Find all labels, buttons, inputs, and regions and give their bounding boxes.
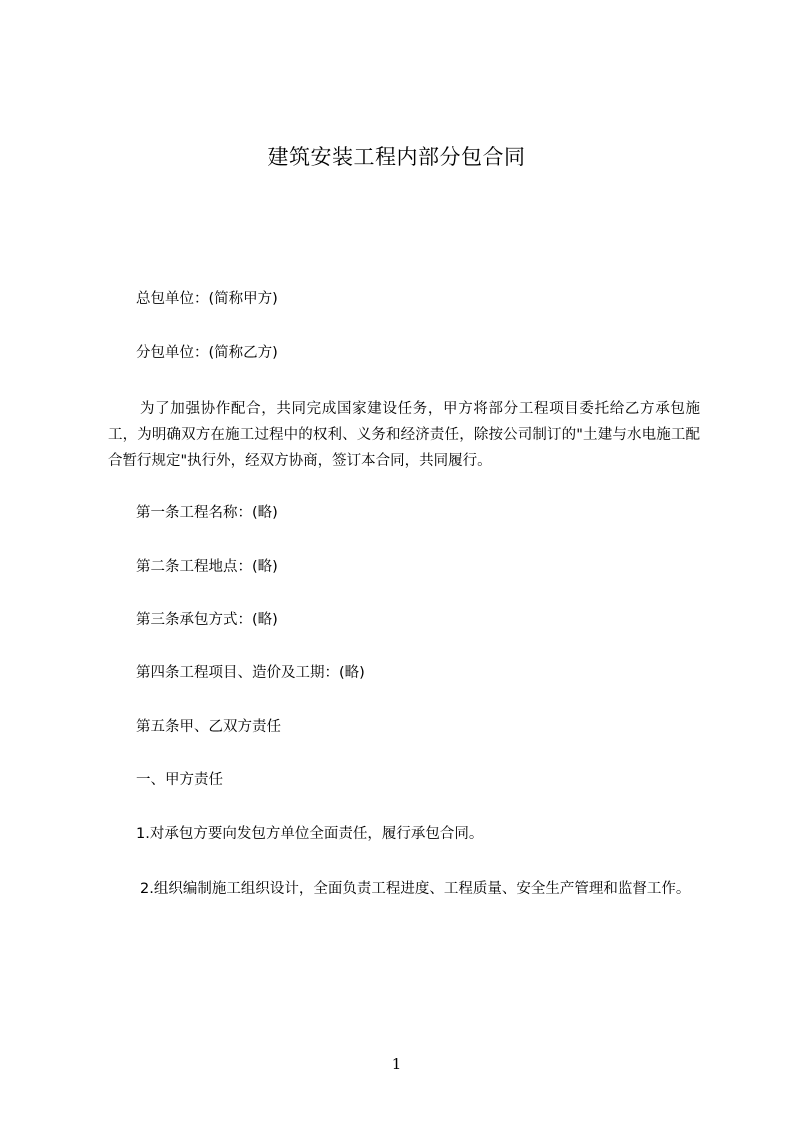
article-4: 第四条工程项目、造价及工期：(略): [136, 665, 365, 681]
section-heading-party-a: 一、甲方责任: [136, 772, 223, 788]
intro-text: 为了加强协作配合，共同完成国家建设任务，甲方将部分工程项目委托给乙方承包施工，为明确双方在施工过程中的权利、义务和经济责任，除按公司制订的"土建与水电施工配合暂行规定"执行外，经双方协商，签订本合同，共同履行。: [108, 401, 700, 469]
general-contractor-line: 总包单位：(简称甲方): [136, 291, 278, 307]
list-item-2: [108, 876, 700, 902]
intro-paragraph: [108, 396, 700, 474]
article-1: 第一条工程名称：(略): [136, 505, 278, 521]
document-title: 建筑安装工程内部分包合同: [267, 145, 526, 169]
article-3: 第三条承包方式：(略): [136, 612, 278, 628]
page-number: 1: [391, 1055, 402, 1073]
article-2: 第二条工程地点：(略): [136, 559, 278, 575]
subcontractor-line: 分包单位：(简称乙方): [136, 345, 278, 361]
article-5: 第五条甲、乙双方责任: [136, 719, 281, 735]
list-item-2-text: 2.组织编制施工组织设计，全面负责工程进度、工程质量、安全生产管理和监督工作。: [140, 881, 691, 897]
list-item-1: 1.对承包方要向发包方单位全面责任，履行承包合同。: [136, 826, 484, 842]
